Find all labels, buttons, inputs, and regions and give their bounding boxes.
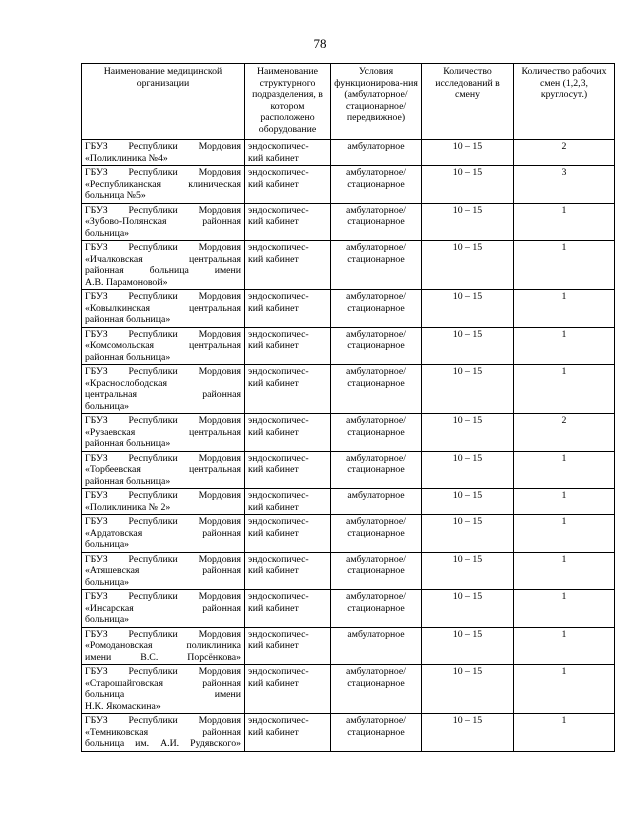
- cell-shifts: 1: [514, 552, 615, 590]
- cell-unit: [245, 241, 331, 290]
- table-row: [82, 203, 615, 241]
- organization-line: ГБУЗ Республики Мордовия: [85, 628, 241, 640]
- cell-unit: [245, 451, 331, 489]
- table-row: [82, 140, 615, 166]
- cell-shifts: 3: [514, 166, 615, 204]
- cell-conditions: [331, 414, 422, 452]
- organization-line: районная больница»: [85, 475, 171, 487]
- cell-unit: [245, 590, 331, 628]
- table-row: [82, 451, 615, 489]
- conditions-line: стационарное: [347, 726, 405, 738]
- conditions-line: амбулаторное/: [346, 291, 406, 302]
- conditions-line: амбулаторное/: [346, 242, 406, 253]
- cell-count: 10 – 15: [422, 365, 514, 414]
- unit-line: эндоскопичес-: [248, 141, 309, 152]
- cell-unit: [245, 714, 331, 752]
- cell-count: 10 – 15: [422, 327, 514, 365]
- organization-line: «Ичалковская центральная: [85, 253, 241, 265]
- cell-shifts: 1: [514, 365, 615, 414]
- conditions-line: амбулаторное/: [346, 715, 406, 726]
- unit-line: эндоскопичес-: [248, 328, 309, 340]
- organization-line: «Комсомольская центральная: [85, 340, 241, 351]
- organization-line: ГБУЗ Республики Мордовия: [85, 141, 241, 152]
- unit-line: эндоскопичес-: [248, 715, 309, 726]
- cell-organization: [82, 451, 245, 489]
- unit-line: эндоскопичес-: [248, 490, 309, 501]
- cell-conditions: [331, 489, 422, 515]
- cell-organization: [82, 241, 245, 290]
- table-row: [82, 627, 615, 665]
- cell-count: 10 – 15: [422, 451, 514, 489]
- cell-count: 10 – 15: [422, 140, 514, 166]
- conditions-line: амбулаторное/: [346, 452, 406, 464]
- cell-organization: [82, 290, 245, 328]
- organization-line: центральная районная: [85, 389, 241, 400]
- unit-line: кий кабинет: [248, 565, 299, 576]
- cell-shifts: 1: [514, 451, 615, 489]
- organization-line: ГБУЗ Республики Мордовия: [85, 291, 241, 302]
- cell-shifts: 1: [514, 714, 615, 752]
- cell-conditions: [331, 290, 422, 328]
- organization-line: ГБУЗ Республики Мордовия: [85, 366, 241, 377]
- table-header-row: [82, 64, 615, 140]
- cell-count: 10 – 15: [422, 414, 514, 452]
- cell-unit: [245, 203, 331, 241]
- table-row: [82, 241, 615, 290]
- cell-unit: [245, 515, 331, 553]
- organization-line: «Рузаевская центральная: [85, 426, 241, 438]
- cell-organization: [82, 140, 245, 166]
- organization-line: больница»: [85, 576, 130, 588]
- cell-organization: [82, 627, 245, 665]
- cell-count: 10 – 15: [422, 627, 514, 665]
- organization-line: Н.К. Якомаскина»: [85, 700, 161, 712]
- cell-organization: [82, 327, 245, 365]
- cell-shifts: 1: [514, 489, 615, 515]
- cell-shifts: 2: [514, 140, 615, 166]
- cell-conditions: [331, 327, 422, 365]
- conditions-line: стационарное: [347, 677, 405, 689]
- cell-unit: [245, 365, 331, 414]
- unit-line: кий кабинет: [248, 253, 299, 265]
- organization-line: ГБУЗ Республики Мордовия: [85, 553, 241, 565]
- cell-organization: [82, 414, 245, 452]
- cell-unit: [245, 627, 331, 665]
- organization-line: районная больница имени: [85, 265, 241, 276]
- conditions-line: амбулаторное/: [346, 666, 406, 677]
- conditions-line: амбулаторное/: [346, 328, 406, 340]
- unit-line: кий кабинет: [248, 677, 299, 689]
- cell-conditions: [331, 515, 422, 553]
- organization-line: ГБУЗ Республики Мордовия: [85, 715, 241, 726]
- table-row: [82, 166, 615, 204]
- organization-line: больница им. А.И. Рудявского»: [85, 738, 241, 749]
- cell-shifts: 1: [514, 327, 615, 365]
- cell-organization: [82, 489, 245, 515]
- header-shifts: Количество рабочих смен (1,2,3, круглосут.): [514, 64, 615, 140]
- organization-line: больница»: [85, 614, 130, 625]
- table-row: [82, 515, 615, 553]
- unit-line: кий кабинет: [248, 640, 299, 651]
- organization-line: «Поликлиника №4»: [85, 152, 168, 164]
- conditions-line: амбулаторное: [347, 628, 405, 640]
- unit-line: кий кабинет: [248, 302, 299, 314]
- organization-line: больница»: [85, 400, 130, 412]
- organization-line: «Республиканская клиническая: [85, 178, 241, 190]
- organization-line: А.В. Парамоновой»: [85, 276, 168, 288]
- unit-line: эндоскопичес-: [248, 415, 309, 426]
- cell-conditions: [331, 714, 422, 752]
- unit-line: эндоскопичес-: [248, 204, 309, 216]
- page-number: 78: [313, 36, 327, 51]
- conditions-line: амбулаторное/: [346, 415, 406, 426]
- cell-conditions: [331, 590, 422, 628]
- conditions-line: амбулаторное: [347, 141, 405, 152]
- conditions-line: стационарное: [347, 253, 405, 265]
- cell-shifts: 1: [514, 665, 615, 714]
- organization-line: больница»: [85, 227, 130, 239]
- cell-unit: [245, 552, 331, 590]
- cell-count: 10 – 15: [422, 714, 514, 752]
- table-row: [82, 665, 615, 714]
- unit-line: кий кабинет: [248, 726, 299, 738]
- conditions-line: амбулаторное/: [346, 366, 406, 377]
- header-count: Количество исследований в смену: [422, 64, 514, 140]
- organization-line: ГБУЗ Республики Мордовия: [85, 490, 241, 501]
- conditions-line: стационарное: [347, 464, 405, 475]
- organization-line: «Торбеевская центральная: [85, 464, 241, 475]
- unit-line: кий кабинет: [248, 602, 299, 614]
- organization-line: больница №5»: [85, 190, 146, 201]
- table-row: [82, 714, 615, 752]
- organization-line: районная больница»: [85, 351, 171, 363]
- table-row: [82, 414, 615, 452]
- cell-unit: [245, 414, 331, 452]
- conditions-line: стационарное: [347, 377, 405, 389]
- cell-organization: [82, 590, 245, 628]
- unit-line: кий кабинет: [248, 527, 299, 539]
- cell-shifts: 1: [514, 241, 615, 290]
- cell-conditions: [331, 627, 422, 665]
- unit-line: эндоскопичес-: [248, 516, 309, 527]
- organization-line: «Инсарская районная: [85, 602, 241, 614]
- unit-line: эндоскопичес-: [248, 242, 309, 253]
- unit-line: эндоскопичес-: [248, 452, 309, 464]
- organization-line: «Зубово-Полянская районная: [85, 216, 241, 227]
- unit-line: эндоскопичес-: [248, 591, 309, 602]
- cell-conditions: [331, 665, 422, 714]
- conditions-line: амбулаторное/: [346, 591, 406, 602]
- cell-organization: [82, 203, 245, 241]
- conditions-line: стационарное: [347, 426, 405, 438]
- unit-line: кий кабинет: [248, 377, 299, 389]
- cell-count: 10 – 15: [422, 515, 514, 553]
- cell-unit: [245, 327, 331, 365]
- cell-conditions: [331, 451, 422, 489]
- cell-unit: [245, 290, 331, 328]
- unit-line: кий кабинет: [248, 464, 299, 475]
- conditions-line: стационарное: [347, 302, 405, 314]
- cell-conditions: [331, 241, 422, 290]
- unit-line: кий кабинет: [248, 426, 299, 438]
- organization-line: имени В.С. Порсёнкова»: [85, 651, 241, 663]
- cell-organization: [82, 365, 245, 414]
- cell-count: 10 – 15: [422, 665, 514, 714]
- cell-organization: [82, 552, 245, 590]
- cell-shifts: 1: [514, 203, 615, 241]
- conditions-line: амбулаторное/: [346, 204, 406, 216]
- organization-line: «Темниковская районная: [85, 726, 241, 738]
- header-unit: Наименование структурного подразделения, в котором расположено оборудование: [245, 64, 331, 140]
- conditions-line: стационарное: [347, 178, 405, 190]
- conditions-line: стационарное: [347, 340, 405, 351]
- organization-line: «Поликлиника № 2»: [85, 501, 171, 513]
- unit-line: эндоскопичес-: [248, 666, 309, 677]
- unit-line: эндоскопичес-: [248, 628, 309, 640]
- conditions-line: амбулаторное/: [346, 516, 406, 527]
- cell-unit: [245, 166, 331, 204]
- cell-count: 10 – 15: [422, 241, 514, 290]
- table-row: [82, 327, 615, 365]
- organization-line: «Краснослободская: [85, 377, 167, 389]
- header-conditions: Условия функционирова-ния (амбулаторное/ стационарное/ передвижное): [331, 64, 422, 140]
- organization-line: районная больница»: [85, 314, 171, 325]
- unit-line: кий кабинет: [248, 152, 299, 164]
- table-row: [82, 552, 615, 590]
- unit-line: эндоскопичес-: [248, 167, 309, 178]
- unit-line: эндоскопичес-: [248, 553, 309, 565]
- table-row: [82, 489, 615, 515]
- cell-unit: [245, 665, 331, 714]
- conditions-line: стационарное: [347, 602, 405, 614]
- table-row: [82, 365, 615, 414]
- organization-line: «Ромодановская поликлиника: [85, 640, 241, 651]
- organization-line: ГБУЗ Республики Мордовия: [85, 666, 241, 677]
- header-organization: Наименование медицинской организации: [82, 64, 245, 140]
- table-row: [82, 290, 615, 328]
- table-row: [82, 590, 615, 628]
- cell-organization: [82, 166, 245, 204]
- cell-conditions: [331, 365, 422, 414]
- unit-line: кий кабинет: [248, 216, 299, 227]
- organization-line: больница»: [85, 539, 130, 550]
- organization-line: ГБУЗ Республики Мордовия: [85, 591, 241, 602]
- conditions-line: стационарное: [347, 565, 405, 576]
- organization-line: «Ковылкинская центральная: [85, 302, 241, 314]
- organization-line: «Атяшевская районная: [85, 565, 241, 576]
- conditions-line: амбулаторное: [347, 490, 405, 501]
- unit-line: кий кабинет: [248, 340, 299, 351]
- cell-count: 10 – 15: [422, 166, 514, 204]
- cell-conditions: [331, 552, 422, 590]
- cell-conditions: [331, 166, 422, 204]
- cell-unit: [245, 140, 331, 166]
- organization-line: больница имени: [85, 689, 241, 700]
- unit-line: эндоскопичес-: [248, 366, 309, 377]
- cell-organization: [82, 665, 245, 714]
- unit-line: кий кабинет: [248, 501, 299, 513]
- cell-conditions: [331, 140, 422, 166]
- organization-line: ГБУЗ Республики Мордовия: [85, 452, 241, 464]
- cell-shifts: 1: [514, 590, 615, 628]
- equipment-table: [81, 63, 615, 752]
- cell-count: 10 – 15: [422, 203, 514, 241]
- conditions-line: амбулаторное/: [346, 553, 406, 565]
- cell-unit: [245, 489, 331, 515]
- cell-organization: [82, 515, 245, 553]
- organization-line: «Ардатовская районная: [85, 527, 241, 539]
- cell-count: 10 – 15: [422, 590, 514, 628]
- organization-line: ГБУЗ Республики Мордовия: [85, 328, 241, 340]
- organization-line: районная больница»: [85, 438, 171, 449]
- organization-line: «Старошайговская районная: [85, 677, 241, 689]
- cell-count: 10 – 15: [422, 290, 514, 328]
- cell-organization: [82, 714, 245, 752]
- organization-line: ГБУЗ Республики Мордовия: [85, 415, 241, 426]
- cell-shifts: 1: [514, 515, 615, 553]
- cell-shifts: 2: [514, 414, 615, 452]
- organization-line: ГБУЗ Республики Мордовия: [85, 167, 241, 178]
- unit-line: кий кабинет: [248, 178, 299, 190]
- conditions-line: стационарное: [347, 527, 405, 539]
- conditions-line: стационарное: [347, 216, 405, 227]
- organization-line: ГБУЗ Республики Мордовия: [85, 204, 241, 216]
- conditions-line: амбулаторное/: [346, 167, 406, 178]
- unit-line: эндоскопичес-: [248, 291, 309, 302]
- cell-shifts: 1: [514, 627, 615, 665]
- cell-shifts: 1: [514, 290, 615, 328]
- organization-line: ГБУЗ Республики Мордовия: [85, 516, 241, 527]
- cell-count: 10 – 15: [422, 489, 514, 515]
- organization-line: ГБУЗ Республики Мордовия: [85, 242, 241, 253]
- cell-count: 10 – 15: [422, 552, 514, 590]
- cell-conditions: [331, 203, 422, 241]
